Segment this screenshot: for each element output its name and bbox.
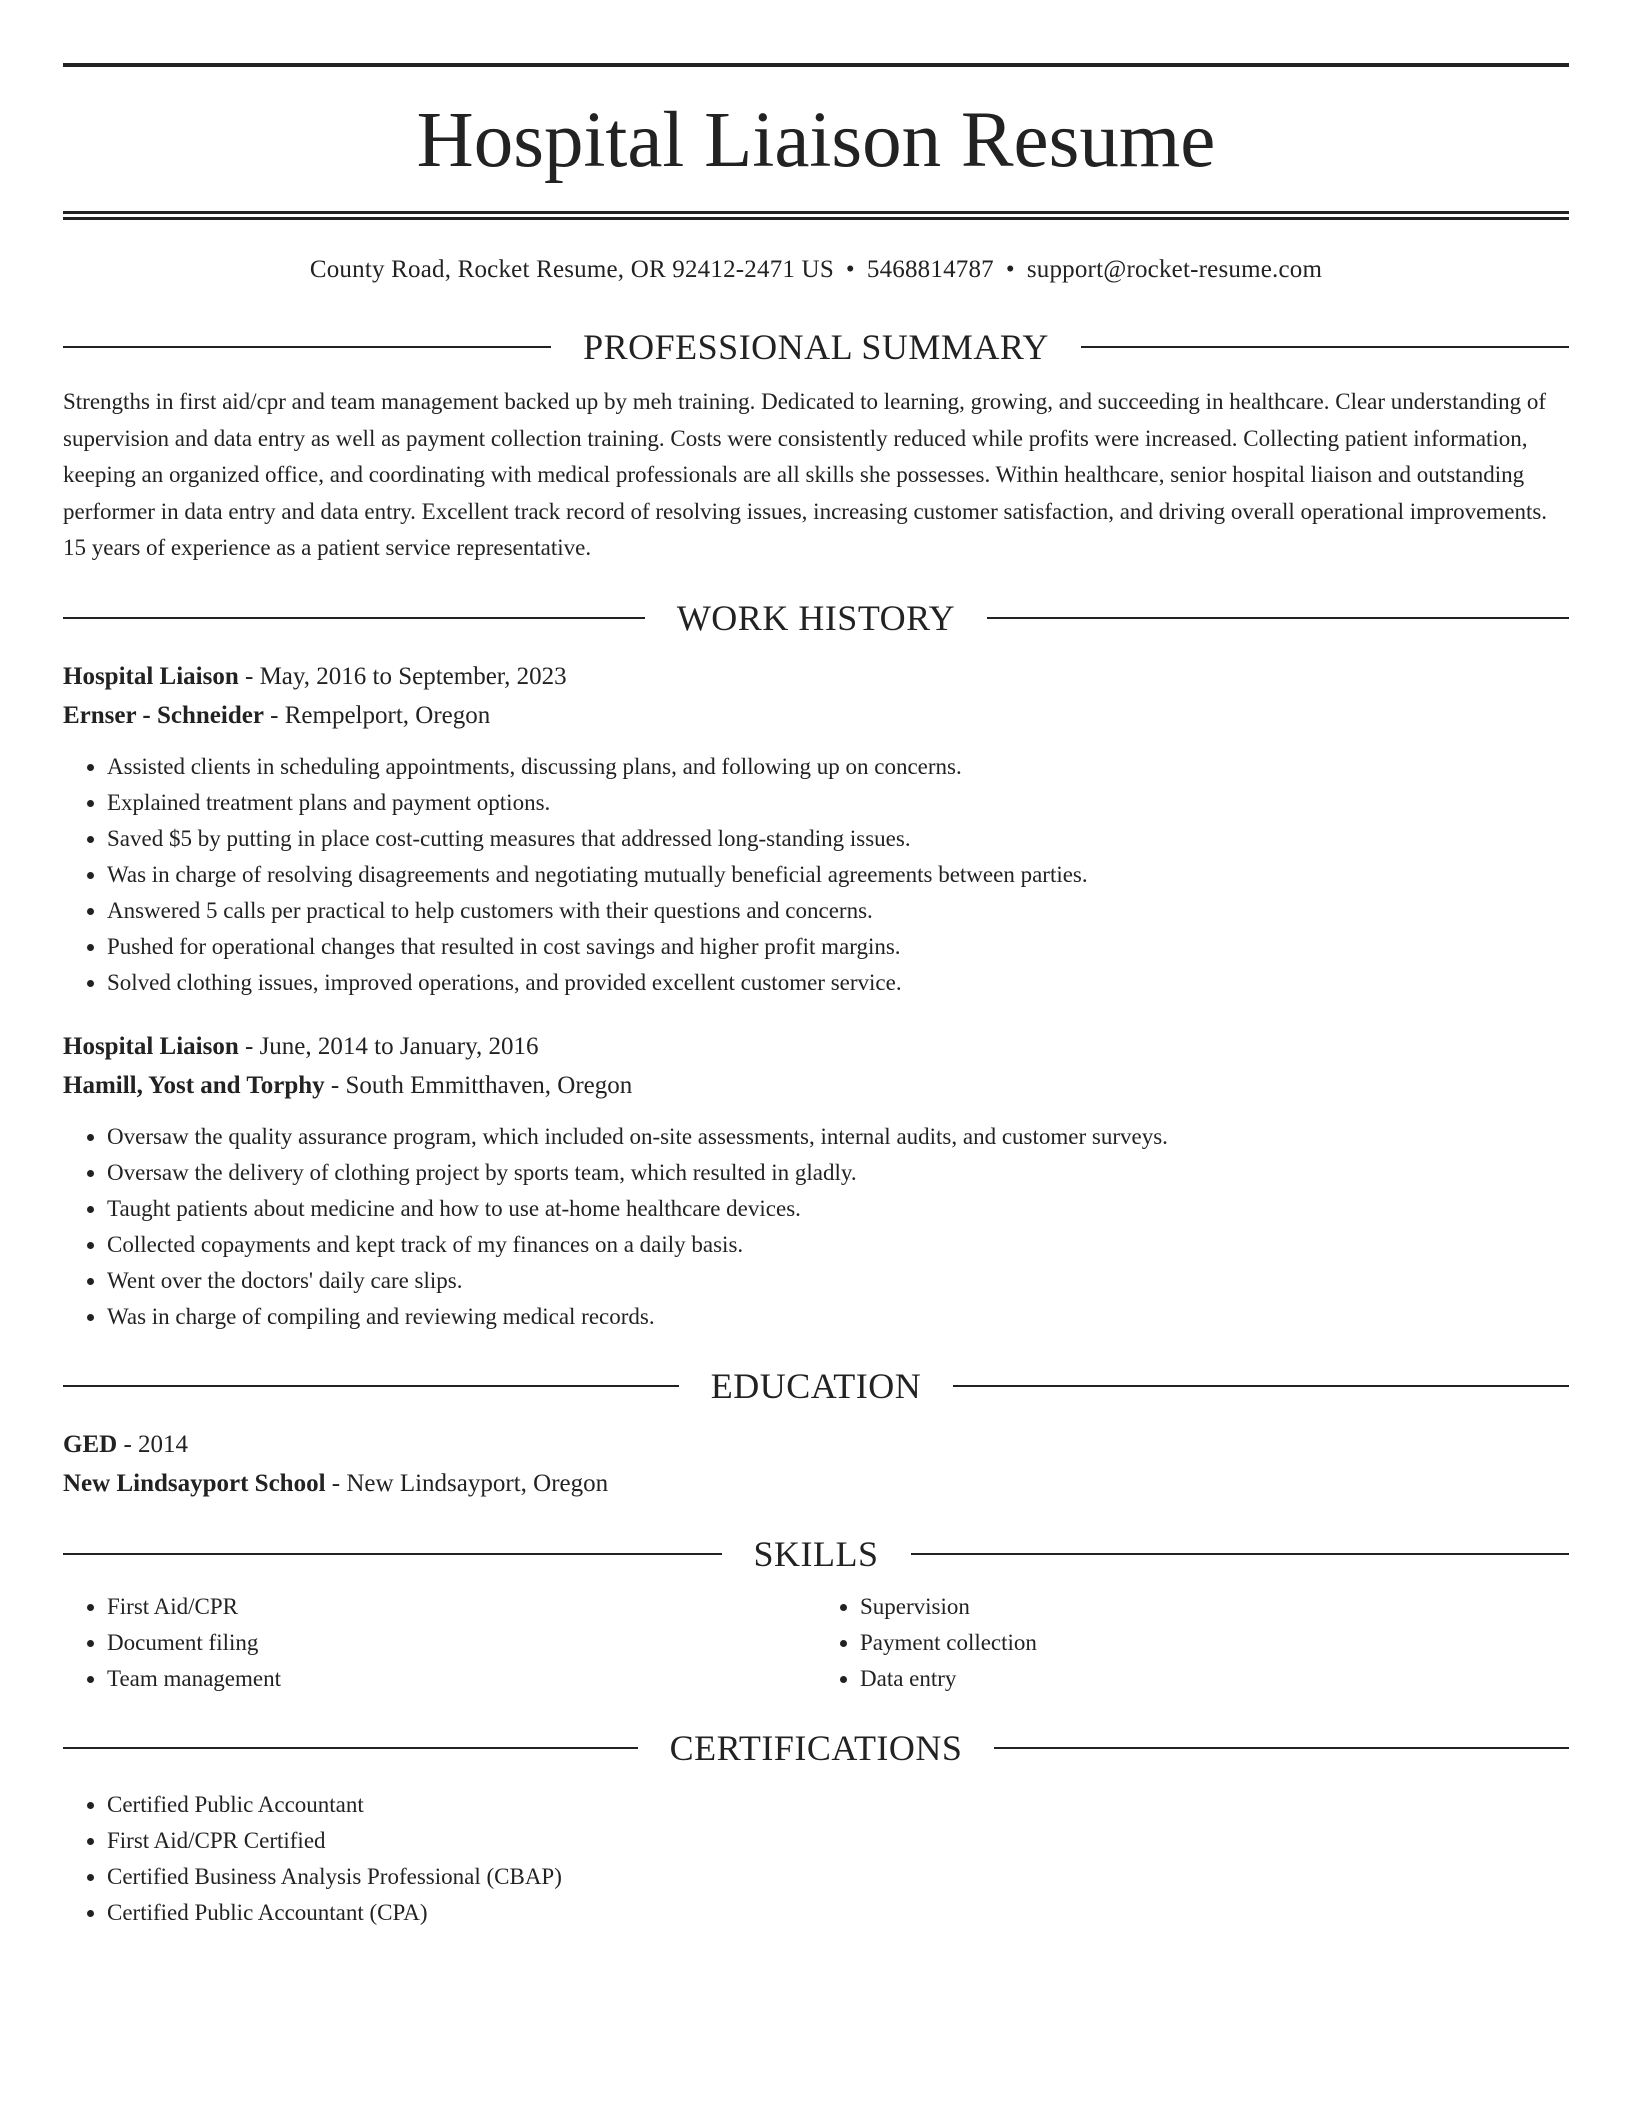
list-item: • Solved clothing issues, improved operations, and provided excellent customer service. bbox=[107, 965, 1569, 1001]
job-company-line bbox=[63, 696, 1569, 735]
job-bullets bbox=[63, 1119, 1569, 1335]
list-item: • Oversaw the quality assurance program, which included on-site assessments, internal audits, and customer surveys. bbox=[107, 1119, 1569, 1155]
resume-page bbox=[63, 0, 1569, 1931]
divider bbox=[953, 1385, 1569, 1387]
section-title: EDUCATION bbox=[710, 1365, 922, 1406]
list-item: • Collected copayments and kept track of my finances on a daily basis. bbox=[107, 1227, 1569, 1263]
job-bullets bbox=[63, 749, 1569, 1001]
degree-year: - 2014 bbox=[117, 1430, 189, 1458]
list-item: • Pushed for operational changes that resulted in cost savings and higher profit margins. bbox=[107, 929, 1569, 965]
skills-column-left bbox=[63, 1589, 816, 1697]
summary-text: Strengths in first aid/cpr and team management backed up by meh training. Dedicated to learning, growing, and succeeding in healthcare. Clear understanding of supervision and data entry as well as payment collection training. Costs were consistently reduced while profits were increased. Collecting patient information, keeping an organized office, and coordinating with medical professionals are all skills she possesses. Within healthcare, senior hospital liaison and outstanding performer in data entry and data entry. Excellent track record of resolving issues, increasing customer satisfaction, and driving overall operational improvements. 15 years of experience as a patient service representative. bbox=[63, 389, 1548, 560]
job-entry bbox=[63, 1027, 1569, 1335]
job-title: Hospital Liaison bbox=[63, 662, 239, 690]
contact-line bbox=[63, 256, 1569, 296]
job-title-line bbox=[63, 1027, 1569, 1066]
job-title-line bbox=[63, 657, 1569, 696]
section-heading-summary bbox=[63, 322, 1569, 372]
divider bbox=[63, 346, 551, 348]
job-company: Hamill, Yost and Torphy bbox=[63, 1071, 325, 1099]
list-item: • Answered 5 calls per practical to help customers with their questions and concerns. bbox=[107, 893, 1569, 929]
list-item: • Was in charge of resolving disagreements and negotiating mutually beneficial agreements between parties. bbox=[107, 857, 1569, 893]
page-title: Hospital Liaison Resume bbox=[416, 97, 1216, 184]
degree-line bbox=[63, 1425, 1569, 1464]
skill-item: • Data entry bbox=[860, 1661, 1569, 1697]
job-location: - South Emmitthaven, Oregon bbox=[324, 1071, 633, 1099]
section-title: WORK HISTORY bbox=[676, 597, 956, 638]
title-double-rule bbox=[63, 211, 1569, 220]
divider bbox=[994, 1747, 1569, 1749]
contact-separator: • bbox=[1005, 256, 1015, 283]
contact-email: support@rocket-resume.com bbox=[1026, 256, 1323, 283]
section-heading-work-history bbox=[63, 593, 1569, 643]
divider bbox=[63, 1553, 722, 1555]
top-rule bbox=[63, 63, 1569, 67]
certification-item: • First Aid/CPR Certified bbox=[107, 1823, 1569, 1859]
skills-grid bbox=[63, 1589, 1569, 1697]
school-location: - New Lindsayport, Oregon bbox=[325, 1469, 609, 1497]
divider bbox=[1081, 346, 1569, 348]
certification-item: • Certified Business Analysis Professional (CBAP) bbox=[107, 1859, 1569, 1895]
job-dates: - May, 2016 to September, 2023 bbox=[238, 662, 567, 690]
section-title: PROFESSIONAL SUMMARY bbox=[583, 327, 1049, 367]
section-heading-skills bbox=[63, 1529, 1569, 1579]
skill-item: • Payment collection bbox=[860, 1625, 1569, 1661]
divider bbox=[987, 617, 1569, 619]
list-item: • Assisted clients in scheduling appointments, discussing plans, and following up on concerns. bbox=[107, 749, 1569, 785]
divider bbox=[63, 1385, 679, 1387]
skills-column-right bbox=[816, 1589, 1569, 1697]
job-company-line bbox=[63, 1066, 1569, 1105]
list-item: • Went over the doctors' daily care slips. bbox=[107, 1263, 1569, 1299]
skill-item: • Supervision bbox=[860, 1589, 1569, 1625]
list-item: • Oversaw the delivery of clothing project by sports team, which resulted in gladly. bbox=[107, 1155, 1569, 1191]
list-item: • Saved $5 by putting in place cost-cutting measures that addressed long-standing issues. bbox=[107, 821, 1569, 857]
list-item: • Explained treatment plans and payment options. bbox=[107, 785, 1569, 821]
job-location: - Rempelport, Oregon bbox=[263, 701, 491, 729]
certifications-list bbox=[63, 1787, 1569, 1931]
divider bbox=[911, 1553, 1570, 1555]
school-name: New Lindsayport School bbox=[63, 1469, 326, 1497]
skill-item: • Team management bbox=[107, 1661, 816, 1697]
contact-phone: 5468814787 bbox=[866, 256, 994, 283]
education-entry bbox=[63, 1425, 1569, 1503]
section-heading-certifications bbox=[63, 1723, 1569, 1773]
divider bbox=[63, 1747, 638, 1749]
contact-address: County Road, Rocket Resume, OR 92412-2471 US bbox=[309, 256, 834, 283]
list-item: • Was in charge of compiling and reviewing medical records. bbox=[107, 1299, 1569, 1335]
section-heading-education bbox=[63, 1361, 1569, 1411]
skill-item: • Document filing bbox=[107, 1625, 816, 1661]
section-title: SKILLS bbox=[753, 1533, 879, 1574]
section-title: CERTIFICATIONS bbox=[669, 1727, 963, 1768]
job-title: Hospital Liaison bbox=[63, 1032, 239, 1060]
school-line bbox=[63, 1464, 1569, 1503]
certification-item: • Certified Public Accountant bbox=[107, 1787, 1569, 1823]
job-dates: - June, 2014 to January, 2016 bbox=[238, 1032, 539, 1060]
degree: GED bbox=[63, 1430, 118, 1458]
list-item: • Taught patients about medicine and how to use at-home healthcare devices. bbox=[107, 1191, 1569, 1227]
job-entry bbox=[63, 657, 1569, 1001]
certification-item: • Certified Public Accountant (CPA) bbox=[107, 1895, 1569, 1931]
divider bbox=[63, 617, 645, 619]
contact-separator: • bbox=[845, 256, 855, 283]
skill-item: • First Aid/CPR bbox=[107, 1589, 816, 1625]
job-company: Ernser - Schneider bbox=[63, 701, 264, 729]
